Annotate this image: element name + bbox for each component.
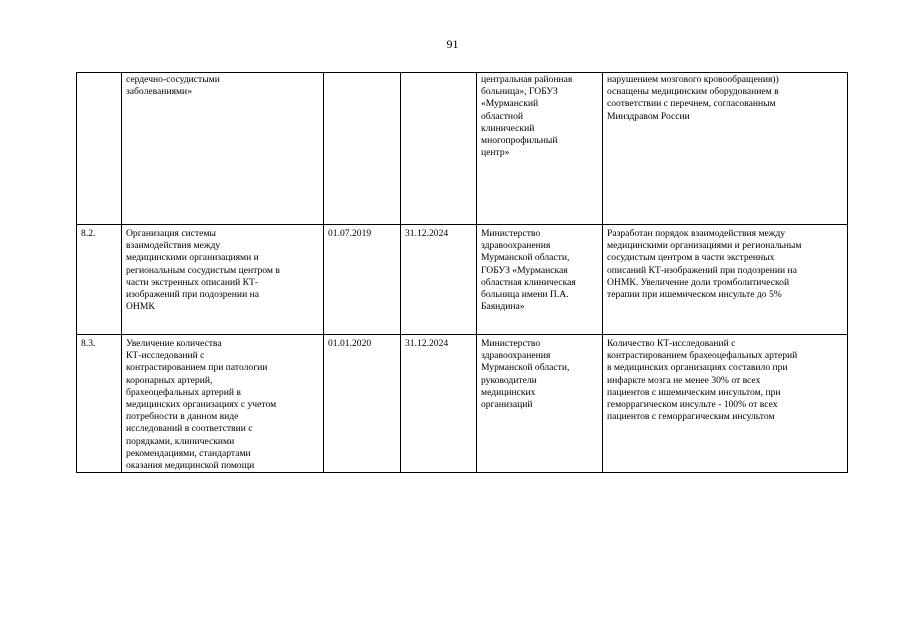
end-date: 31.12.2024 (405, 228, 449, 239)
result-cell (603, 225, 848, 335)
row-number-cell (77, 225, 122, 335)
start-date: 01.01.2020 (328, 338, 372, 349)
end-date-cell (401, 335, 477, 473)
page-number: 91 (446, 37, 459, 51)
start-date-cell (324, 335, 401, 473)
end-date-cell (401, 73, 477, 225)
event-text: Организация системы взаимодействия между медицинскими организациями и региональным сосудистым центром в части экстренных описаний КТ- изображений при подозрении на ОНМК (126, 228, 280, 313)
result-text: нарушением мозгового кровообращения)) оснащены медицинским оборудованием в соответствии с перечнем, согласованным Минздравом России (607, 74, 779, 122)
event-cell (122, 225, 324, 335)
result-cell (603, 335, 848, 473)
start-date-cell (324, 73, 401, 225)
start-date: 01.07.2019 (328, 228, 372, 239)
responsible-cell (477, 335, 603, 473)
responsible-text: Министерство здравоохранения Мурманской области, руководители медицинских организаций (481, 338, 570, 411)
result-text: Разработан порядок взаимодействия между медицинскими организациями и региональным сосудистым центром в части экстренных описаний КТ-изображений при подозрении на ОНМК. Увеличение доли тромболитической терапии при ишемическом инсульте до 5% (607, 228, 802, 301)
table-row-8-3 (77, 335, 848, 473)
table-row-continuation (77, 73, 848, 225)
end-date: 31.12.2024 (405, 338, 449, 349)
event-text: Увеличение количества КТ-исследований с контрастированием при патологии коронарных артерий, брахеоцефальных артерий в медицинских организациях с учетом потребности в данном виде исследований в соответствии с порядками, клиническими рекомендациями, стандартами оказания медицинской помощи (126, 338, 277, 472)
responsible-cell (477, 225, 603, 335)
responsible-cell (477, 73, 603, 225)
result-cell (603, 73, 848, 225)
row-number-cell (77, 73, 122, 225)
row-number-cell (77, 335, 122, 473)
responsible-text: центральная районная больница», ГОБУЗ «Мурманский областной клинический многопрофильный центр» (481, 74, 573, 159)
responsible-text: Министерство здравоохранения Мурманской области, ГОБУЗ «Мурманская областная клиническая больница имени П.А. Баяндина» (481, 228, 576, 313)
result-text: Количество КТ-исследований с контрастированием брахеоцефальных артерий в медицинских организациях составило при инфаркте мозга не менее 30% от всех пациентов с ишемическим инсультом, при геморрагическом инсульте - 100% от всех пациентов с геморрагическим инсультом (607, 338, 798, 423)
row-number: 8.3. (81, 338, 96, 349)
end-date-cell (401, 225, 477, 335)
row-number: 8.2. (81, 228, 96, 239)
event-text: сердечно-сосудистыми заболеваниями» (126, 74, 220, 98)
table-row-8-2 (77, 225, 848, 335)
event-cell (122, 73, 324, 225)
start-date-cell (324, 225, 401, 335)
event-cell (122, 335, 324, 473)
measures-table (76, 72, 848, 473)
